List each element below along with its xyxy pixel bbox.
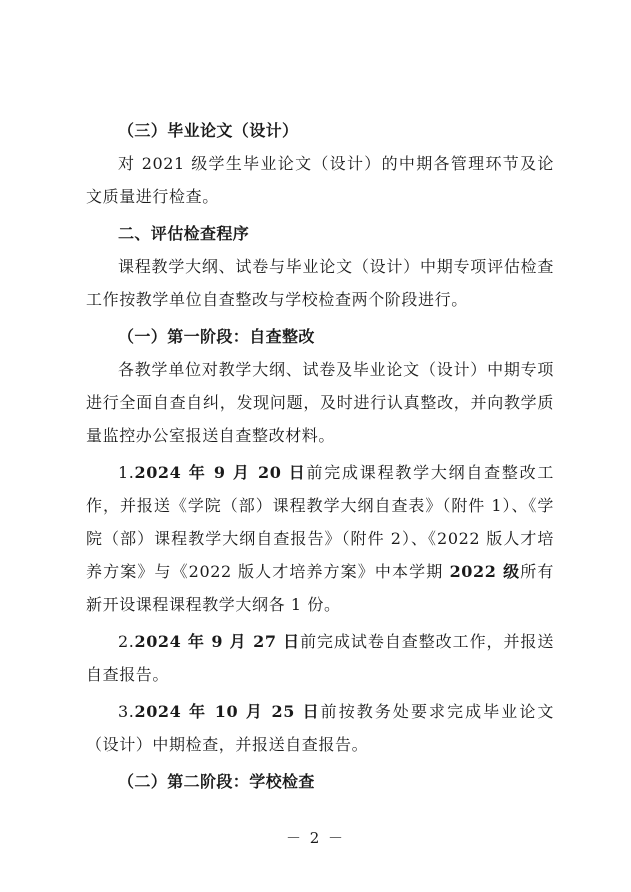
item-date: 2024 年 9 月 27 日: [134, 632, 301, 651]
section-heading-stage-one: （一）第一阶段：自查整改: [118, 327, 315, 346]
item-grade: 2022 级: [449, 562, 521, 581]
item-text: 前按教务处要求完成毕业论文（设计）中期检查，并报送自查报告。: [86, 702, 554, 754]
list-item-1: [86, 456, 554, 621]
paragraph-stage-one: 各教学单位对教学大纲、试卷及毕业论文（设计）中期专项进行全面自查自纠，发现问题，及时进行认真整改，并向教学质量监控办公室报送自查整改材料。: [86, 360, 554, 445]
paragraph-evaluation-procedure: 课程教学大纲、试卷与毕业论文（设计）中期专项评估检查工作按教学单位自查整改与学校检查两个阶段进行。: [86, 257, 554, 309]
item-date: 2024 年 9 月 20 日: [134, 463, 307, 482]
section-heading-graduation-thesis: （三）毕业论文（设计）: [118, 121, 299, 140]
section-heading-stage-two: （二）第二阶段：学校检查: [118, 772, 315, 791]
list-item-3: [86, 695, 554, 761]
item-number: 2.: [118, 632, 135, 651]
item-text: 前完成试卷自查整改工作，并报送自查报告。: [86, 632, 554, 684]
page-number: － 2 －: [285, 829, 346, 847]
item-date: 2024 年 10 月 25 日: [134, 702, 321, 721]
section-heading-evaluation-procedure: 二、评估检查程序: [118, 224, 250, 243]
item-number: 1.: [118, 463, 135, 482]
item-number: 3.: [118, 702, 135, 721]
item-text-end: 所有新开设课程课程教学大纲各 1 份。: [86, 562, 555, 614]
paragraph-graduation-thesis: 对 2021 级学生毕业论文（设计）的中期各管理环节及论文质量进行检查。: [86, 154, 554, 206]
item-text: 前完成课程教学大纲自查整改工作，并报送《学院（部）课程教学大纲自查表》（附件 1）、《学院（部）课程教学大纲自查报告》（附件 2）、《2022 版人才培养方案》与《2022 版人才培养方案》中本学期: [86, 463, 555, 581]
list-item-2: [86, 625, 554, 691]
document-body: [86, 114, 554, 798]
